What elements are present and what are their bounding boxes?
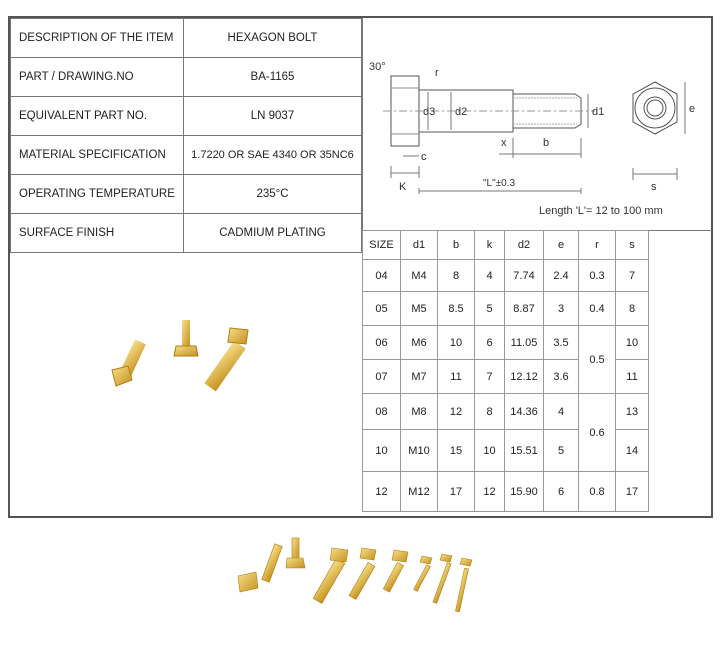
spec-row (11, 214, 362, 253)
cell: M12 (401, 472, 438, 512)
cell: 2.4 (544, 260, 579, 292)
spec-key: PART / DRAWING.NO (11, 58, 184, 97)
cell: 10 (616, 326, 649, 360)
c-label: c (421, 151, 427, 163)
cell: 07 (363, 360, 401, 394)
table-row (363, 292, 649, 326)
spec-value: 1.7220 OR SAE 4340 OR 35NC6 (183, 136, 361, 175)
spec-row (11, 97, 362, 136)
hex-circle-core (647, 100, 663, 116)
cell: 12.12 (505, 360, 544, 394)
spec-value: LN 9037 (183, 97, 361, 136)
cell: 04 (363, 260, 401, 292)
header-size: SIZE (363, 231, 401, 260)
cell: 0.5 (579, 326, 616, 394)
cell: 08 (363, 394, 401, 430)
cell: 12 (475, 472, 505, 512)
hex-circle-outer (635, 88, 675, 128)
cell: 12 (363, 472, 401, 512)
header-d1: d1 (401, 231, 438, 260)
cell: M5 (401, 292, 438, 326)
cell: 06 (363, 326, 401, 360)
hex-end-view (633, 82, 677, 134)
cell: 3.5 (544, 326, 579, 360)
l-label: "L"±0.3 (483, 178, 516, 189)
cell: 7 (616, 260, 649, 292)
spec-row (11, 58, 362, 97)
cell: 15.90 (505, 472, 544, 512)
d2-label: d2 (455, 106, 468, 118)
header-b: b (438, 231, 475, 260)
header-e: e (544, 231, 579, 260)
spec-value: CADMIUM PLATING (183, 214, 361, 253)
spec-table (10, 18, 362, 253)
cell: 4 (544, 394, 579, 430)
header-d2: d2 (505, 231, 544, 260)
dimensions-table (362, 230, 649, 512)
bolt-photo-small (100, 300, 260, 400)
table-row (363, 394, 649, 430)
length-note: Length 'L'= 12 to 100 mm (539, 205, 663, 217)
e-label: e (689, 103, 696, 115)
spec-key: SURFACE FINISH (11, 214, 184, 253)
cell: 0.3 (579, 260, 616, 292)
k-label: K (399, 181, 407, 193)
cell: 14.36 (505, 394, 544, 430)
cell: 6 (544, 472, 579, 512)
spec-value: HEXAGON BOLT (183, 19, 361, 58)
table-row (363, 326, 649, 360)
s-label: s (651, 181, 657, 193)
d3-label: d3 (423, 106, 436, 118)
header-k: k (475, 231, 505, 260)
cell: M10 (401, 430, 438, 472)
bolt-photo-row (228, 528, 478, 612)
cell: 0.4 (579, 292, 616, 326)
cell: 14 (616, 430, 649, 472)
angle-label: 30° (369, 61, 386, 73)
d1-label: d1 (592, 106, 605, 118)
cell: 6 (475, 326, 505, 360)
r-label: r (435, 67, 439, 79)
cell: 0.6 (579, 394, 616, 472)
bolt-2 (174, 320, 198, 356)
cell: 10 (363, 430, 401, 472)
spec-row (11, 175, 362, 214)
cell: M8 (401, 394, 438, 430)
cell: 05 (363, 292, 401, 326)
cell: M6 (401, 326, 438, 360)
cell: 11 (616, 360, 649, 394)
cell: 10 (475, 430, 505, 472)
cell: 12 (438, 394, 475, 430)
spec-value: BA-1165 (183, 58, 361, 97)
cell: 7.74 (505, 260, 544, 292)
cell: 0.8 (579, 472, 616, 512)
cell: 17 (616, 472, 649, 512)
spec-sheet (8, 16, 713, 518)
cell: 8 (475, 394, 505, 430)
k-dim (391, 166, 419, 178)
spec-row (11, 19, 362, 58)
cell: 17 (438, 472, 475, 512)
cell: M7 (401, 360, 438, 394)
table-row (363, 472, 649, 512)
cell: 3.6 (544, 360, 579, 394)
technical-drawing (362, 18, 712, 231)
bolt-1 (112, 339, 146, 386)
cell: 7 (475, 360, 505, 394)
cell: 8 (616, 292, 649, 326)
spec-key: EQUIVALENT PART NO. (11, 97, 184, 136)
cell: 4 (475, 260, 505, 292)
cell: 11.05 (505, 326, 544, 360)
s-dim (633, 168, 677, 180)
bolt-3 (204, 328, 248, 391)
cell: 13 (616, 394, 649, 430)
cell: 8 (438, 260, 475, 292)
header-s: s (616, 231, 649, 260)
cell: 8.87 (505, 292, 544, 326)
b-label: b (543, 137, 550, 149)
cell: 15 (438, 430, 475, 472)
spec-key: MATERIAL SPECIFICATION (11, 136, 184, 175)
cell: 11 (438, 360, 475, 394)
header-r: r (579, 231, 616, 260)
dims-header-row (363, 231, 649, 260)
bolt-drawing-svg (363, 18, 712, 230)
spec-value: 235°C (183, 175, 361, 214)
cell: 8.5 (438, 292, 475, 326)
table-row (363, 260, 649, 292)
cell: 15.51 (505, 430, 544, 472)
cell: 5 (475, 292, 505, 326)
spec-row (11, 136, 362, 175)
x-label: x (501, 137, 507, 149)
cell: M4 (401, 260, 438, 292)
cell: 3 (544, 292, 579, 326)
spec-key: OPERATING TEMPERATURE (11, 175, 184, 214)
cell: 10 (438, 326, 475, 360)
cell: 5 (544, 430, 579, 472)
spec-key: DESCRIPTION OF THE ITEM (11, 19, 184, 58)
